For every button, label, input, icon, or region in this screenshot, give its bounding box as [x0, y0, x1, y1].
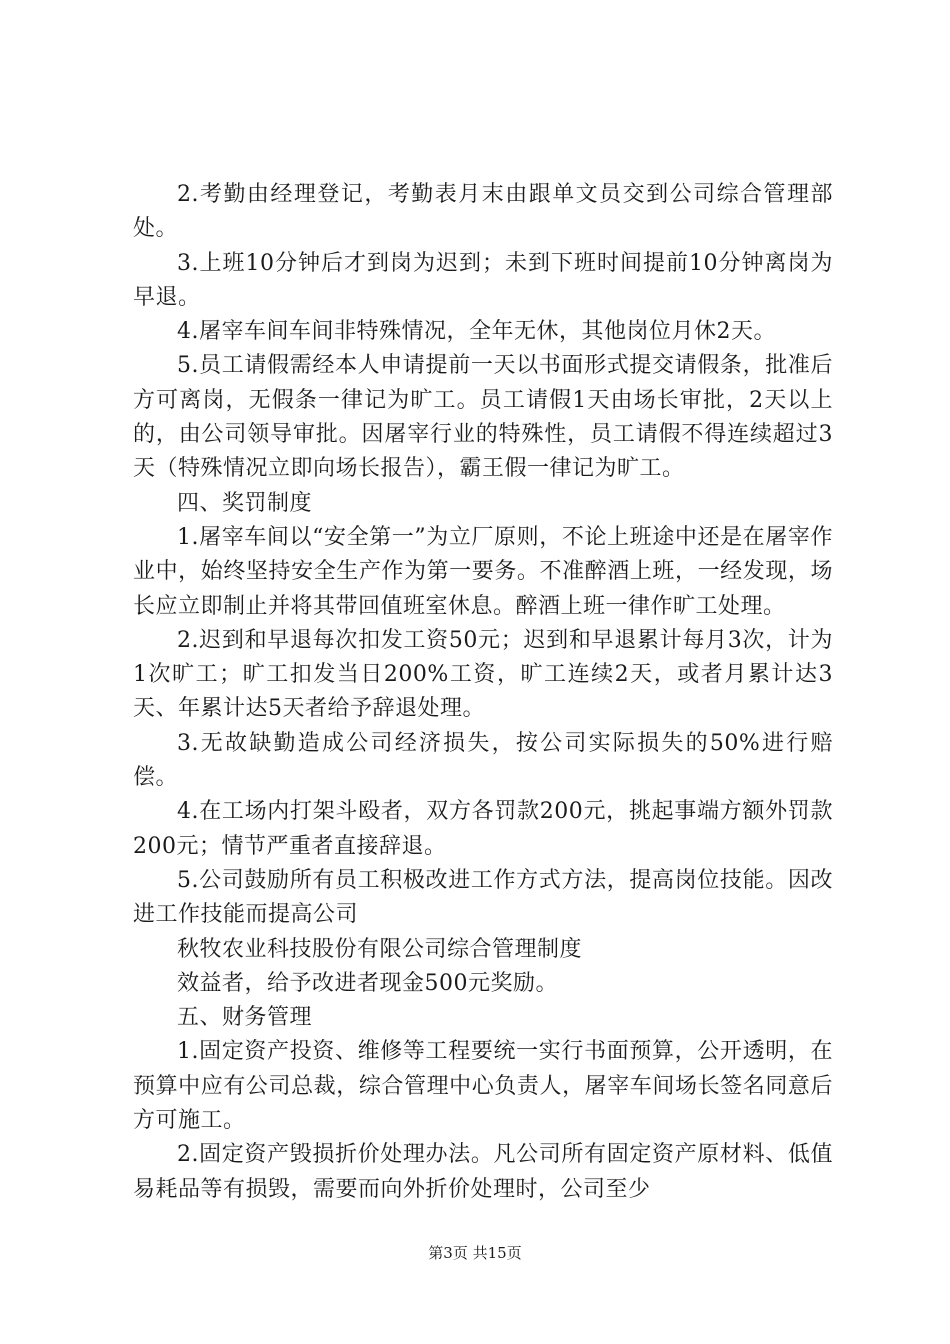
- paragraph-leave-request: 5.员工请假需经本人申请提前一天以书面形式提交请假条，批准后方可离岗，无假条一律记为旷工。员工请假1天由场长审批，2天以上的，由公司领导审批。因屠宰行业的特殊性，员工请假不得连续超过3天（特殊情况立即向场长报告），霸王假一律记为旷工。: [133, 353, 833, 482]
- section-heading-finance: 五、财务管理: [177, 1005, 313, 1031]
- paragraph-company-title-line: 秋牧农业科技股份有限公司综合管理制度: [177, 936, 583, 962]
- paragraph-improvement-encouragement: 5.公司鼓励所有员工积极改进工作方式方法，提高岗位技能。因改进工作技能而提高公司: [133, 867, 833, 928]
- paragraph-asset-disposal: 2.固定资产毁损折价处理办法。凡公司所有固定资产原材料、低值易耗品等有损毁，需要而向外折价处理时，公司至少: [133, 1142, 833, 1202]
- paragraph-absence-loss: 3.无故缺勤造成公司经济损失，按公司实际损失的50%进行赔偿。: [133, 730, 833, 791]
- paragraph-late-penalty: 2.迟到和早退每次扣发工资50元；迟到和早退累计每月3次，计为1次旷工；旷工扣发当日200%工资，旷工连续2天，或者月累计达3天、年累计达5天者给予辞退处理。: [133, 627, 833, 722]
- paragraph-safety-first: 1.屠宰车间以“安全第一”为立厂原则，不论上班途中还是在屠宰作业中，始终坚持安全生产作为第一要务。不准醉酒上班，一经发现，场长应立即制止并将其带回值班室休息。醉酒上班一律作旷工处理。: [133, 524, 833, 619]
- paragraph-fighting-penalty: 4.在工场内打架斗殴者，双方各罚款200元，挑起事端方额外罚款200元；情节严重者直接辞退。: [133, 799, 833, 859]
- page-number: 第3页 共15页: [428, 1244, 522, 1262]
- section-heading-rewards-penalties: 四、奖罚制度: [177, 490, 313, 516]
- paragraph-improvement-reward: 效益者，给予改进者现金500元奖励。: [177, 970, 558, 996]
- paragraph-attendance-record: 2.考勤由经理登记，考勤表月末由跟单文员交到公司综合管理部处。: [133, 182, 833, 242]
- paragraph-rest-days: 4.屠宰车间车间非特殊情况，全年无休，其他岗位月休2天。: [177, 319, 776, 345]
- document-body: [133, 178, 833, 1207]
- paragraph-fixed-asset-budget: 1.固定资产投资、维修等工程要统一实行书面预算，公开透明，在预算中应有公司总裁，综合管理中心负责人，屠宰车间场长签名同意后方可施工。: [133, 1039, 833, 1134]
- paragraph-late-early: 3.上班10分钟后才到岗为迟到；未到下班时间提前10分钟离岗为早退。: [133, 250, 833, 310]
